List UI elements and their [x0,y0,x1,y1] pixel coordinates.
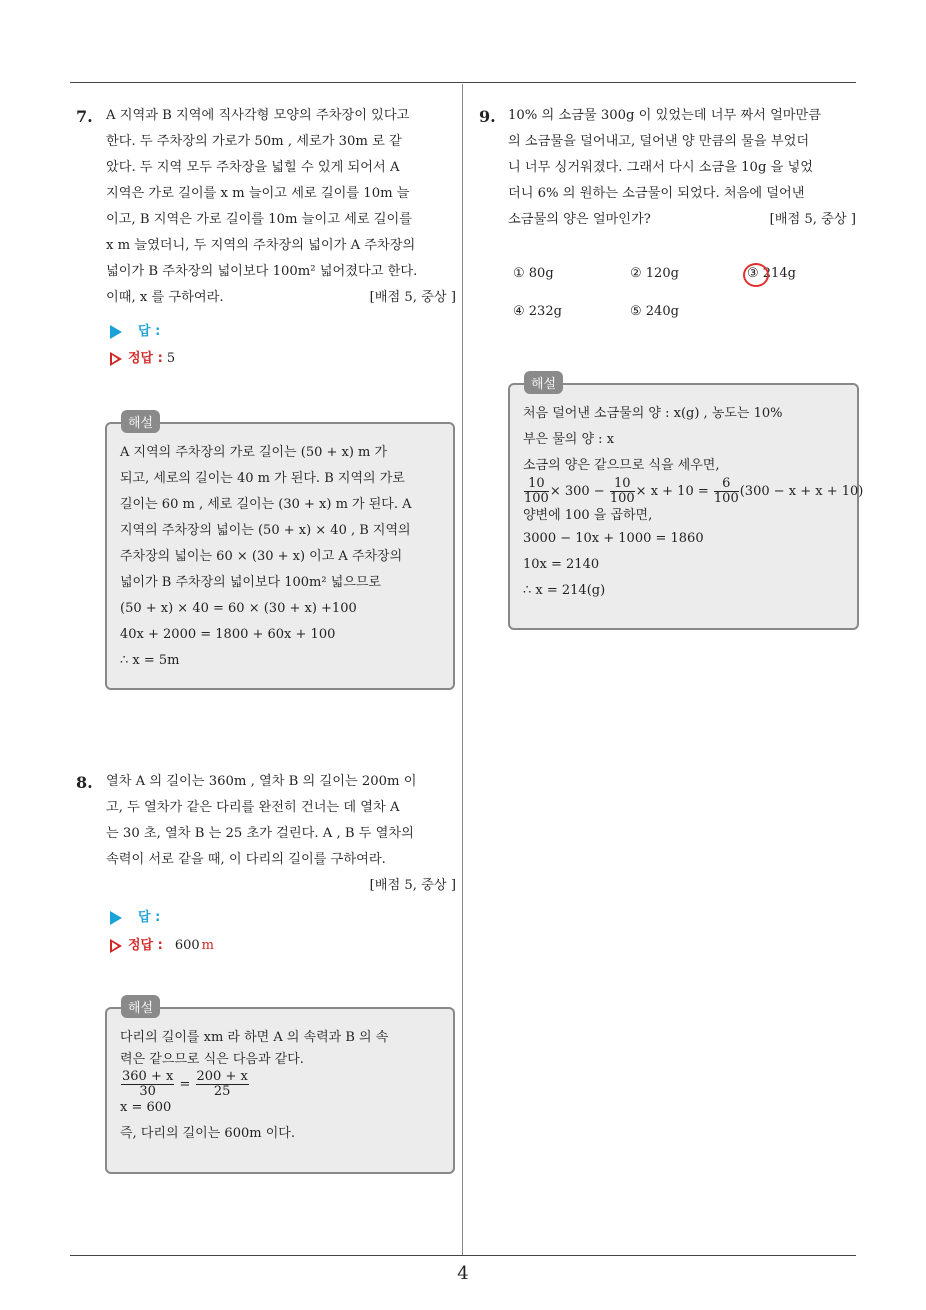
q7-solution-line: 지역의 주차장의 넓이는 (50 + x) × 40 , B 지역의 [120,523,411,538]
fraction: $\frac{6}{100}$ [713,476,739,506]
fraction: $\frac{200 + x}{25}$ [196,1069,248,1099]
q9-solution-tag: 해설 [524,371,563,394]
q9-solution-line: 10x = 2140 [523,557,600,572]
choice-2[interactable]: ② 120g [630,266,679,281]
q7-solution-line: ∴ x = 5m [120,653,180,668]
q7-correct-row [110,347,175,366]
q8-conclusion: 즉, 다리의 길이는 600m 이다. [120,1126,295,1141]
q8-answer-row [110,906,160,925]
q7-solution-line: 되고, 세로의 길이는 40 m 가 된다. B 지역의 가로 [120,471,405,486]
q8-solution-box [105,1001,455,1174]
play-icon [110,911,122,925]
equals-sign: = [179,1077,191,1092]
q8-correct-value: 600 [174,938,200,953]
q7-solution-line: 넓이가 B 주차장의 넓이보다 100m² 넓으므로 [120,575,381,590]
q8-correct-label: 정답 : [128,938,163,953]
equation-part: (300 − x + x + 10) [739,484,864,499]
q7-correct-value: 5 [166,351,176,366]
q8-solution-body [120,1025,443,1147]
q9-equation [523,476,864,506]
equation-part: × x + 10 = [635,484,709,499]
column-divider [462,84,463,1255]
q7-points: [배점 5, 중상 ] [369,290,456,305]
q7-line: 넓이가 B 주차장의 넓이보다 100m² 넓어졌다고 한다. [106,264,418,279]
q7-line: x m 늘였더니, 두 지역의 주차장의 넓이가 A 주차장의 [106,238,416,253]
q8-solution-tag: 해설 [121,995,160,1018]
q8-line: 속력이 서로 같을 때, 이 다리의 길이를 구하여라. [106,852,386,867]
question-8-text [106,769,456,899]
q7-line: A 지역과 B 지역에 직사각형 모양의 주차장이 있다고 [106,108,410,123]
q7-solution-box [105,416,455,690]
question-7-text [106,103,456,311]
q9-solution-line: 양변에 100 을 곱하면, [523,508,653,523]
question-9-text [508,103,856,233]
equation-part: × 300 − [549,484,605,499]
q7-solution-line: 40x + 2000 = 1800 + 60x + 100 [120,627,336,642]
q9-line: 소금물의 양은 얼마인가? [508,212,651,227]
fraction: $\frac{10}{100}$ [524,476,549,506]
choice-1[interactable]: ① 80g [513,266,554,281]
q7-answer-label: 답 : [138,324,161,339]
choice-3-label: ③ 214g [747,266,796,281]
choice-5[interactable]: ⑤ 240g [630,304,679,319]
q9-solution-line: 부은 물의 양 : x [523,432,615,447]
q7-solution-line: A 지역의 주차장의 가로 길이는 (50 + x) m 가 [120,445,388,460]
q7-answer-row [110,320,160,339]
q7-solution-body [120,440,443,674]
question-9-number: 9. [479,107,496,126]
q8-line: 고, 두 열차가 같은 다리를 완전히 건너는 데 열차 A [106,800,400,815]
q9-solution-line: 3000 − 10x + 1000 = 1860 [523,531,704,546]
page-number: 4 [457,1263,469,1284]
fraction: $\frac{10}{100}$ [609,476,635,506]
q9-solution-line: 소금의 양은 같으므로 식을 세우면, [523,458,720,473]
q7-line: 았다. 두 지역 모두 주차장을 넓힐 수 있게 되어서 A [106,160,400,175]
q8-fraction-equation [120,1070,443,1099]
q9-points: [배점 5, 중상 ] [769,212,856,227]
q9-solution-box [508,377,864,630]
fraction: $\frac{360 + x}{30}$ [122,1069,174,1099]
q8-result: x = 600 [120,1100,172,1115]
q7-line: 이때, x 를 구하여라. [106,290,224,305]
q8-line: 는 30 초, 열차 B 는 25 초가 걸린다. A , B 두 열차의 [106,826,414,841]
choice-4[interactable]: ④ 232g [513,304,562,319]
q9-line: 의 소금물을 덜어내고, 덜어낸 양 만큼의 물을 부었더 [508,134,810,149]
q7-correct-label: 정답 : [128,351,163,366]
triangle-outline-icon [110,352,122,366]
q9-line: 더니 6% 의 원하는 소금물이 되었다. 처음에 덜어낸 [508,186,805,201]
q7-solution-line: 길이는 60 m , 세로 길이는 (30 + x) m 가 된다. A [120,497,412,512]
q8-solution-line: 다리의 길이를 xm 라 하면 A 의 속력과 B 의 속 [120,1030,389,1045]
q7-solution-line: (50 + x) × 40 = 60 × (30 + x) +100 [120,601,357,616]
q7-solution-tag: 해설 [121,410,160,433]
q7-line: 한다. 두 주차장의 가로가 50m , 세로가 30m 로 같 [106,134,402,149]
triangle-outline-icon [110,939,122,953]
play-icon [110,325,122,339]
q7-solution-line: 주차장의 넓이는 60 × (30 + x) 이고 A 주차장의 [120,549,403,564]
q9-solution-body [523,401,864,604]
q7-line: 이고, B 지역은 가로 길이를 10m 늘이고 세로 길이를 [106,212,413,227]
question-7-number: 7. [76,107,93,126]
selected-circle-icon [743,263,769,287]
q8-correct-unit: m [201,938,214,953]
top-rule [70,82,856,83]
q9-solution-line: ∴ x = 214(g) [523,583,606,598]
q8-line: 열차 A 의 길이는 360m , 열차 B 의 길이는 200m 이 [106,774,417,789]
question-8-number: 8. [76,773,93,792]
bottom-rule [70,1255,856,1256]
q8-correct-row [110,934,214,953]
choice-3[interactable] [747,266,796,281]
q9-line: 10% 의 소금물 300g 이 있었는데 너무 짜서 얼마만큼 [508,108,822,123]
q8-solution-line: 력은 같으므로 식은 다음과 같다. [120,1052,304,1067]
q7-line: 지역은 가로 길이를 x m 늘이고 세로 길이를 10m 늘 [106,186,410,201]
q9-solution-line: 처음 덜어낸 소금물의 양 : x(g) , 농도는 10% [523,406,783,421]
q8-points: [배점 5, 중상 ] [369,878,456,893]
q8-answer-label: 답 : [138,910,161,925]
q9-line: 니 너무 싱거워졌다. 그래서 다시 소금을 10g 을 넣었 [508,160,813,175]
